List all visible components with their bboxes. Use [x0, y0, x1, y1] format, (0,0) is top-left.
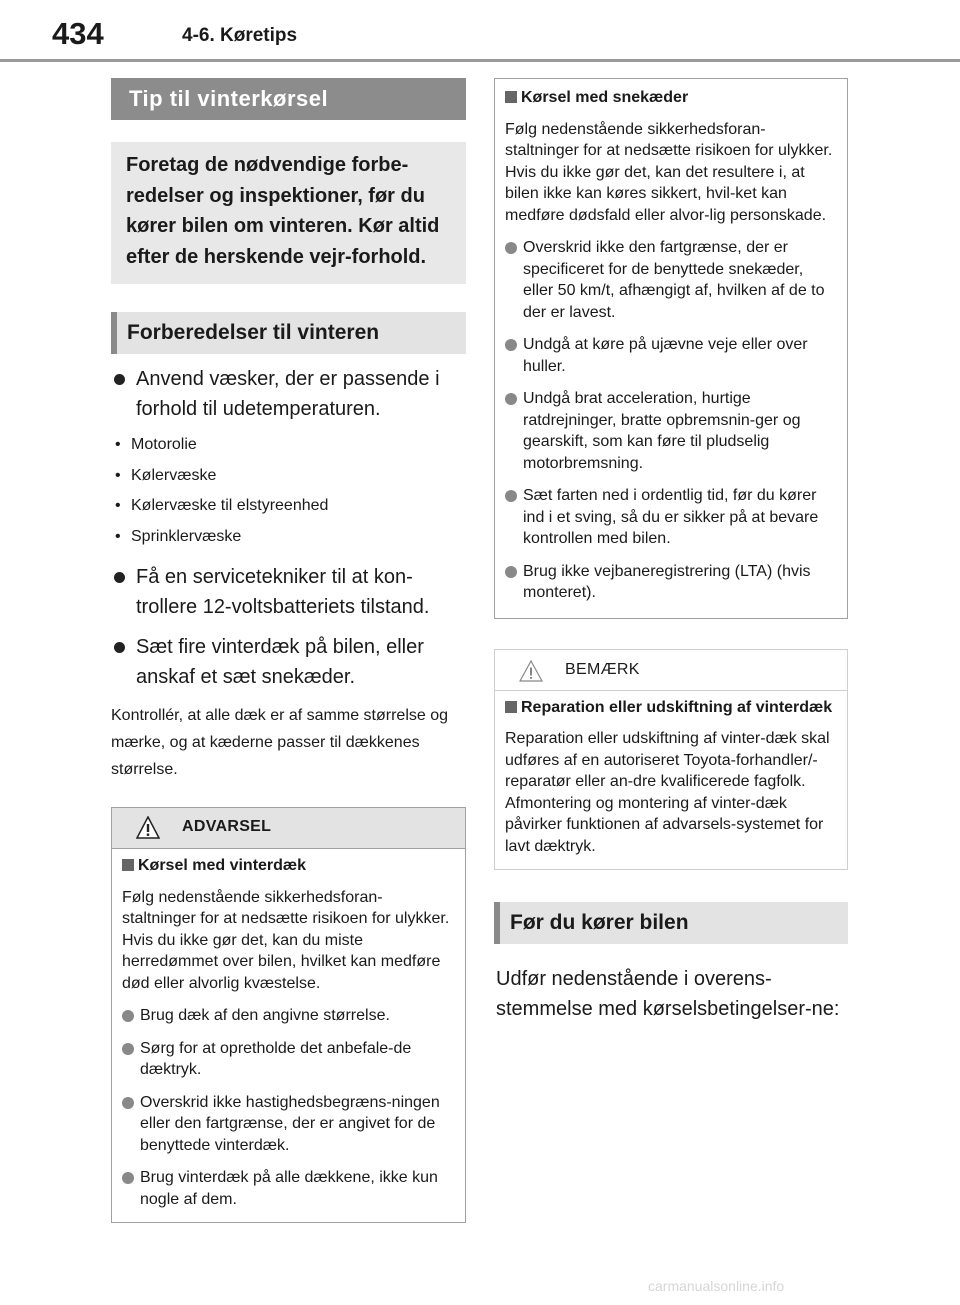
page-number: 434	[52, 16, 104, 51]
notice-body	[495, 691, 847, 870]
warning-paragraph: Hvis du ikke gør det, kan du miste herredømmet over bilen, hvilket kan medføre død eller alvorlig kvæstelse.	[122, 931, 441, 992]
warning-paragraph: Følg nedenstående sikkerhedsforan-staltninger for at nedsætte risikoen for ulykker.	[122, 888, 450, 927]
notice-header	[495, 650, 847, 691]
subheading-text: Kørsel med snekæder	[521, 89, 689, 106]
square-bullet-icon	[122, 859, 134, 871]
list-item	[122, 1167, 455, 1210]
list-item-text: Brug ikke vejbaneregistrering (LTA) (hvis monteret).	[523, 562, 811, 601]
list-item-text: Sprinklervæske	[131, 527, 242, 545]
warning-body	[112, 849, 465, 1222]
snow-chains-box	[494, 78, 848, 619]
list-item: • Kølervæske	[115, 466, 217, 484]
bullet-fluids	[111, 364, 466, 424]
list-item: • Kølervæske til elstyreenhed	[115, 497, 329, 514]
list-item-text: Brug vinterdæk på alle dækkene, ikke kun nogle af dem.	[140, 1169, 438, 1208]
list-item-text: Sæt farten ned i ordentlig tid, før du kører ind i et sving, så du er sikker på at bevare kontrollen med bilen.	[523, 487, 819, 547]
list-item-text: Brug dæk af den angivne størrelse.	[140, 1007, 390, 1024]
notice-label: BEMÆRK	[565, 660, 640, 678]
bullet-text: Få en servicetekniker til at kon-trollere 12-voltsbatteriets tilstand.	[136, 566, 430, 618]
circle-bullet-icon	[505, 339, 517, 351]
chains-paragraph: Hvis du ikke gør det, kan det resultere i, at bilen ikke kan køres sikkert, hvil-ket kan medføre dødsfald eller alvor-lig personskade.	[505, 163, 827, 224]
list-item	[122, 1038, 455, 1081]
square-bullet-icon	[505, 701, 517, 713]
fluid-list	[111, 430, 466, 552]
list-item-text: Kølervæske til elstyreenhed	[131, 497, 329, 514]
list-item: • Sprinklervæske	[115, 527, 242, 545]
section-heading-before-driving: Før du kører bilen	[494, 902, 848, 944]
list-item-text: Sørg for at opretholde det anbefale-de dæktryk.	[140, 1039, 412, 1078]
subheading-text: Kørsel med vinterdæk	[138, 857, 307, 874]
warning-box	[111, 807, 466, 1223]
header-divider	[0, 59, 960, 62]
circle-bullet-icon	[122, 1010, 134, 1022]
circle-bullet-icon	[122, 1043, 134, 1055]
list-item-text: Undgå brat acceleration, hurtige ratdrejninger, bratte opbremsnin-ger og gearskift, som kan føre til pludselig motorbremsning.	[523, 390, 801, 472]
left-column	[111, 78, 466, 1223]
section-reference: 4-6. Køretips	[182, 25, 298, 46]
notice-box	[494, 649, 848, 871]
list-item	[505, 334, 837, 377]
subheading-text: Reparation eller udskiftning af vinterdæk	[521, 698, 833, 716]
caution-triangle-icon	[519, 660, 543, 682]
list-item	[505, 485, 837, 550]
bullet-text: Sæt fire vinterdæk på bilen, eller anskaf et sæt snekæder.	[136, 636, 424, 688]
notice-subheading	[505, 697, 837, 719]
notice-paragraph: Reparation eller udskiftning af vinter-dæk skal udføres af en autoriseret Toyota-forhandler/-reparatør eller an-dre kvalificerede fagfolk.	[505, 730, 830, 790]
warning-subheading	[122, 855, 455, 877]
list-item	[505, 237, 837, 323]
bullet-winter-tires	[111, 632, 466, 692]
warning-label: ADVARSEL	[182, 818, 272, 835]
bullet-dot-icon	[114, 374, 125, 385]
chains-subheading	[505, 87, 837, 109]
topic-title: Tip til vinterkørsel	[111, 78, 466, 120]
list-item	[122, 1092, 455, 1157]
list-item-text: Kølervæske	[131, 466, 217, 484]
warning-triangle-icon	[136, 816, 160, 839]
list-item	[505, 388, 837, 474]
list-item-text: Overskrid ikke den fartgrænse, der er specificeret for de benyttede snekæder, eller 50 km/t, afhængigt af, hvilken af de to der er lavest.	[523, 239, 825, 321]
bullet-text: Anvend væsker, der er passende i forhold til udetemperaturen.	[136, 368, 440, 420]
list-item-text: Overskrid ikke hastighedsbegræns-ningen eller den fartgrænse, der er angivet for de benyttede vinterdæk.	[140, 1093, 440, 1154]
warning-header	[112, 808, 465, 849]
square-bullet-icon	[505, 91, 517, 103]
tire-note: Kontrollér, at alle dæk er af samme størrelse og mærke, og at kæderne passer til dækkenes størrelse.	[111, 707, 449, 778]
section-heading-winter-prep: Forberedelser til vinteren	[111, 312, 466, 354]
page-header	[0, 0, 960, 62]
bullet-dot-icon	[114, 642, 125, 653]
circle-bullet-icon	[505, 490, 517, 502]
list-item-text: Motorolie	[131, 436, 197, 453]
watermark: carmanualsonline.info	[648, 1278, 785, 1294]
bullet-dot-icon	[114, 572, 125, 583]
list-item-text: Undgå at køre på ujævne veje eller over huller.	[523, 336, 808, 375]
right-column	[494, 78, 848, 1024]
notice-paragraph: Afmontering og montering af vinter-dæk påvirker funktionen af advarsels-systemet for lavt dæktryk.	[505, 794, 824, 855]
circle-bullet-icon	[505, 566, 517, 578]
circle-bullet-icon	[122, 1172, 134, 1184]
circle-bullet-icon	[505, 242, 517, 254]
list-item	[505, 561, 837, 604]
bullet-battery	[111, 562, 466, 622]
intro-summary: Foretag de nødvendige forbe-redelser og inspektioner, før du kører bilen om vinteren. Kør altid efter de herskende vejr-forhold.	[111, 142, 466, 284]
before-driving-text: Udfør nedenstående i overens-stemmelse med kørselsbetingelser-ne:	[496, 968, 840, 1020]
list-item	[122, 1005, 455, 1027]
chains-paragraph: Følg nedenstående sikkerhedsforan-staltninger for at nedsætte risikoen for ulykker.	[505, 120, 833, 159]
circle-bullet-icon	[122, 1097, 134, 1109]
list-item: • Motorolie	[115, 436, 197, 453]
circle-bullet-icon	[505, 393, 517, 405]
